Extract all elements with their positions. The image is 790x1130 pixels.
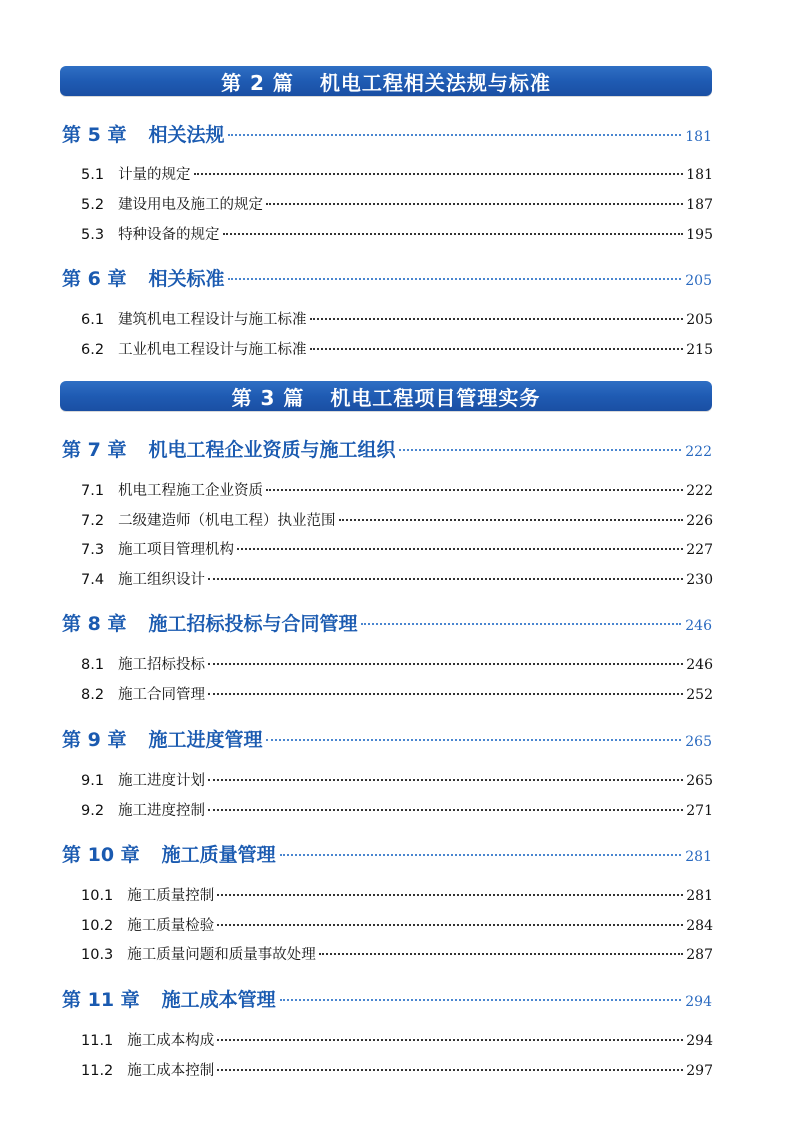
toc-section[interactable]	[81, 223, 713, 244]
section-title: 工业机电工程设计与施工标准	[118, 342, 307, 358]
toc-chapter[interactable]	[62, 435, 712, 462]
dot-leader	[208, 809, 683, 811]
chapter-number: 第 5 章	[62, 124, 127, 146]
page-number: 284	[686, 918, 713, 934]
part-title: 机电工程相关法规与标准	[319, 70, 551, 95]
part-banner	[60, 66, 712, 96]
dot-leader	[310, 318, 684, 320]
section-title: 施工质量问题和质量事故处理	[127, 947, 316, 963]
section-number: 9.1	[81, 773, 105, 789]
toc-section[interactable]	[81, 683, 713, 704]
dot-leader	[217, 924, 683, 926]
toc-chapter[interactable]	[62, 264, 712, 291]
dot-leader	[217, 1039, 683, 1041]
toc-section[interactable]	[81, 338, 713, 359]
chapter-number: 第 9 章	[62, 729, 127, 751]
section-number: 8.2	[81, 687, 105, 703]
page-number: 195	[686, 227, 713, 243]
section-title: 施工质量检验	[127, 918, 215, 934]
section-number: 7.2	[81, 513, 105, 529]
dot-leader	[208, 578, 683, 580]
page-number: 181	[685, 129, 712, 145]
page-number: 271	[686, 803, 713, 819]
toc-section[interactable]	[81, 163, 713, 184]
section-number: 7.3	[81, 542, 105, 558]
section-number: 10.2	[81, 918, 114, 934]
part-banner	[60, 381, 712, 411]
section-title: 施工成本构成	[127, 1033, 215, 1049]
chapter-number: 第 11 章	[62, 989, 140, 1011]
page-number: 287	[686, 947, 713, 963]
page-number: 181	[686, 167, 713, 183]
dot-leader	[280, 999, 682, 1001]
dot-leader	[319, 953, 683, 955]
toc-section[interactable]	[81, 538, 713, 559]
page-number: 265	[685, 734, 712, 750]
toc-section[interactable]	[81, 1029, 713, 1050]
dot-leader	[228, 278, 681, 280]
toc-chapter[interactable]	[62, 725, 712, 752]
page-number: 246	[686, 657, 713, 673]
chapter-number: 第 7 章	[62, 439, 127, 461]
section-number: 11.2	[81, 1063, 114, 1079]
section-title: 施工项目管理机构	[118, 542, 235, 558]
section-title: 施工进度计划	[118, 773, 206, 789]
toc-section[interactable]	[81, 193, 713, 214]
page-number: 205	[686, 312, 713, 328]
dot-leader	[237, 548, 683, 550]
dot-leader	[310, 348, 684, 350]
section-number: 9.2	[81, 803, 105, 819]
dot-leader	[223, 233, 684, 235]
toc-section[interactable]	[81, 799, 713, 820]
section-number: 8.1	[81, 657, 105, 673]
chapter-title: 施工成本管理	[161, 989, 276, 1011]
chapter-number: 第 10 章	[62, 844, 140, 866]
toc-section[interactable]	[81, 509, 713, 530]
page-number: 222	[685, 444, 712, 460]
section-number: 6.2	[81, 342, 105, 358]
toc-section[interactable]	[81, 769, 713, 790]
page-number: 265	[686, 773, 713, 789]
dot-leader	[266, 203, 683, 205]
toc-section[interactable]	[81, 568, 713, 589]
toc-chapter[interactable]	[62, 609, 712, 636]
section-title: 施工质量控制	[127, 888, 215, 904]
chapter-title: 施工质量管理	[161, 844, 276, 866]
dot-leader	[208, 779, 683, 781]
section-title: 施工合同管理	[118, 687, 206, 703]
chapter-title: 机电工程企业资质与施工组织	[148, 439, 396, 461]
toc-section[interactable]	[81, 653, 713, 674]
part-number: 第 2 篇	[221, 70, 294, 95]
chapter-number: 第 8 章	[62, 613, 127, 635]
page-number: 281	[686, 888, 713, 904]
part-title: 机电工程项目管理实务	[330, 385, 541, 410]
page-number: 227	[686, 542, 713, 558]
toc-section[interactable]	[81, 479, 713, 500]
dot-leader	[228, 134, 681, 136]
dot-leader	[217, 894, 683, 896]
page-number: 252	[686, 687, 713, 703]
section-number: 11.1	[81, 1033, 114, 1049]
dot-leader	[194, 173, 684, 175]
toc-section[interactable]	[81, 1059, 713, 1080]
dot-leader	[399, 449, 681, 451]
page-number: 294	[685, 994, 712, 1010]
toc-chapter[interactable]	[62, 120, 712, 147]
section-title: 施工成本控制	[127, 1063, 215, 1079]
dot-leader	[266, 489, 683, 491]
page-number: 246	[685, 618, 712, 634]
page-number: 294	[686, 1033, 713, 1049]
section-title: 建筑机电工程设计与施工标准	[118, 312, 307, 328]
section-number: 10.3	[81, 947, 114, 963]
section-title: 施工组织设计	[118, 572, 206, 588]
chapter-title: 施工招标投标与合同管理	[148, 613, 358, 635]
page-number: 226	[686, 513, 713, 529]
section-number: 5.3	[81, 227, 105, 243]
chapter-title: 施工进度管理	[148, 729, 263, 751]
toc-chapter[interactable]	[62, 985, 712, 1012]
section-title: 建设用电及施工的规定	[118, 197, 264, 213]
page-number: 215	[686, 342, 713, 358]
section-title: 施工招标投标	[118, 657, 206, 673]
toc-section[interactable]	[81, 308, 713, 329]
dot-leader	[217, 1069, 683, 1071]
page-number: 187	[686, 197, 713, 213]
section-title: 计量的规定	[118, 167, 191, 183]
section-number: 10.1	[81, 888, 114, 904]
section-number: 5.1	[81, 167, 105, 183]
dot-leader	[208, 693, 683, 695]
page-number: 297	[686, 1063, 713, 1079]
section-number: 5.2	[81, 197, 105, 213]
dot-leader	[208, 663, 683, 665]
section-title: 特种设备的规定	[118, 227, 220, 243]
section-number: 7.1	[81, 483, 105, 499]
toc-section[interactable]	[81, 914, 713, 935]
section-number: 6.1	[81, 312, 105, 328]
chapter-number: 第 6 章	[62, 268, 127, 290]
part-number: 第 3 篇	[231, 385, 305, 410]
dot-leader	[361, 623, 681, 625]
page-number: 205	[685, 273, 712, 289]
toc-chapter[interactable]	[62, 840, 712, 867]
toc-section[interactable]	[81, 943, 713, 964]
chapter-title: 相关标准	[148, 268, 225, 290]
chapter-title: 相关法规	[148, 124, 225, 146]
dot-leader	[266, 739, 681, 741]
section-title: 二级建造师（机电工程）执业范围	[118, 513, 336, 529]
page-number: 281	[685, 849, 712, 865]
page-number: 222	[686, 483, 713, 499]
dot-leader	[280, 854, 682, 856]
section-number: 7.4	[81, 572, 105, 588]
dot-leader	[339, 519, 684, 521]
section-title: 施工进度控制	[118, 803, 206, 819]
page-number: 230	[686, 572, 713, 588]
section-title: 机电工程施工企业资质	[118, 483, 264, 499]
toc-section[interactable]	[81, 884, 713, 905]
